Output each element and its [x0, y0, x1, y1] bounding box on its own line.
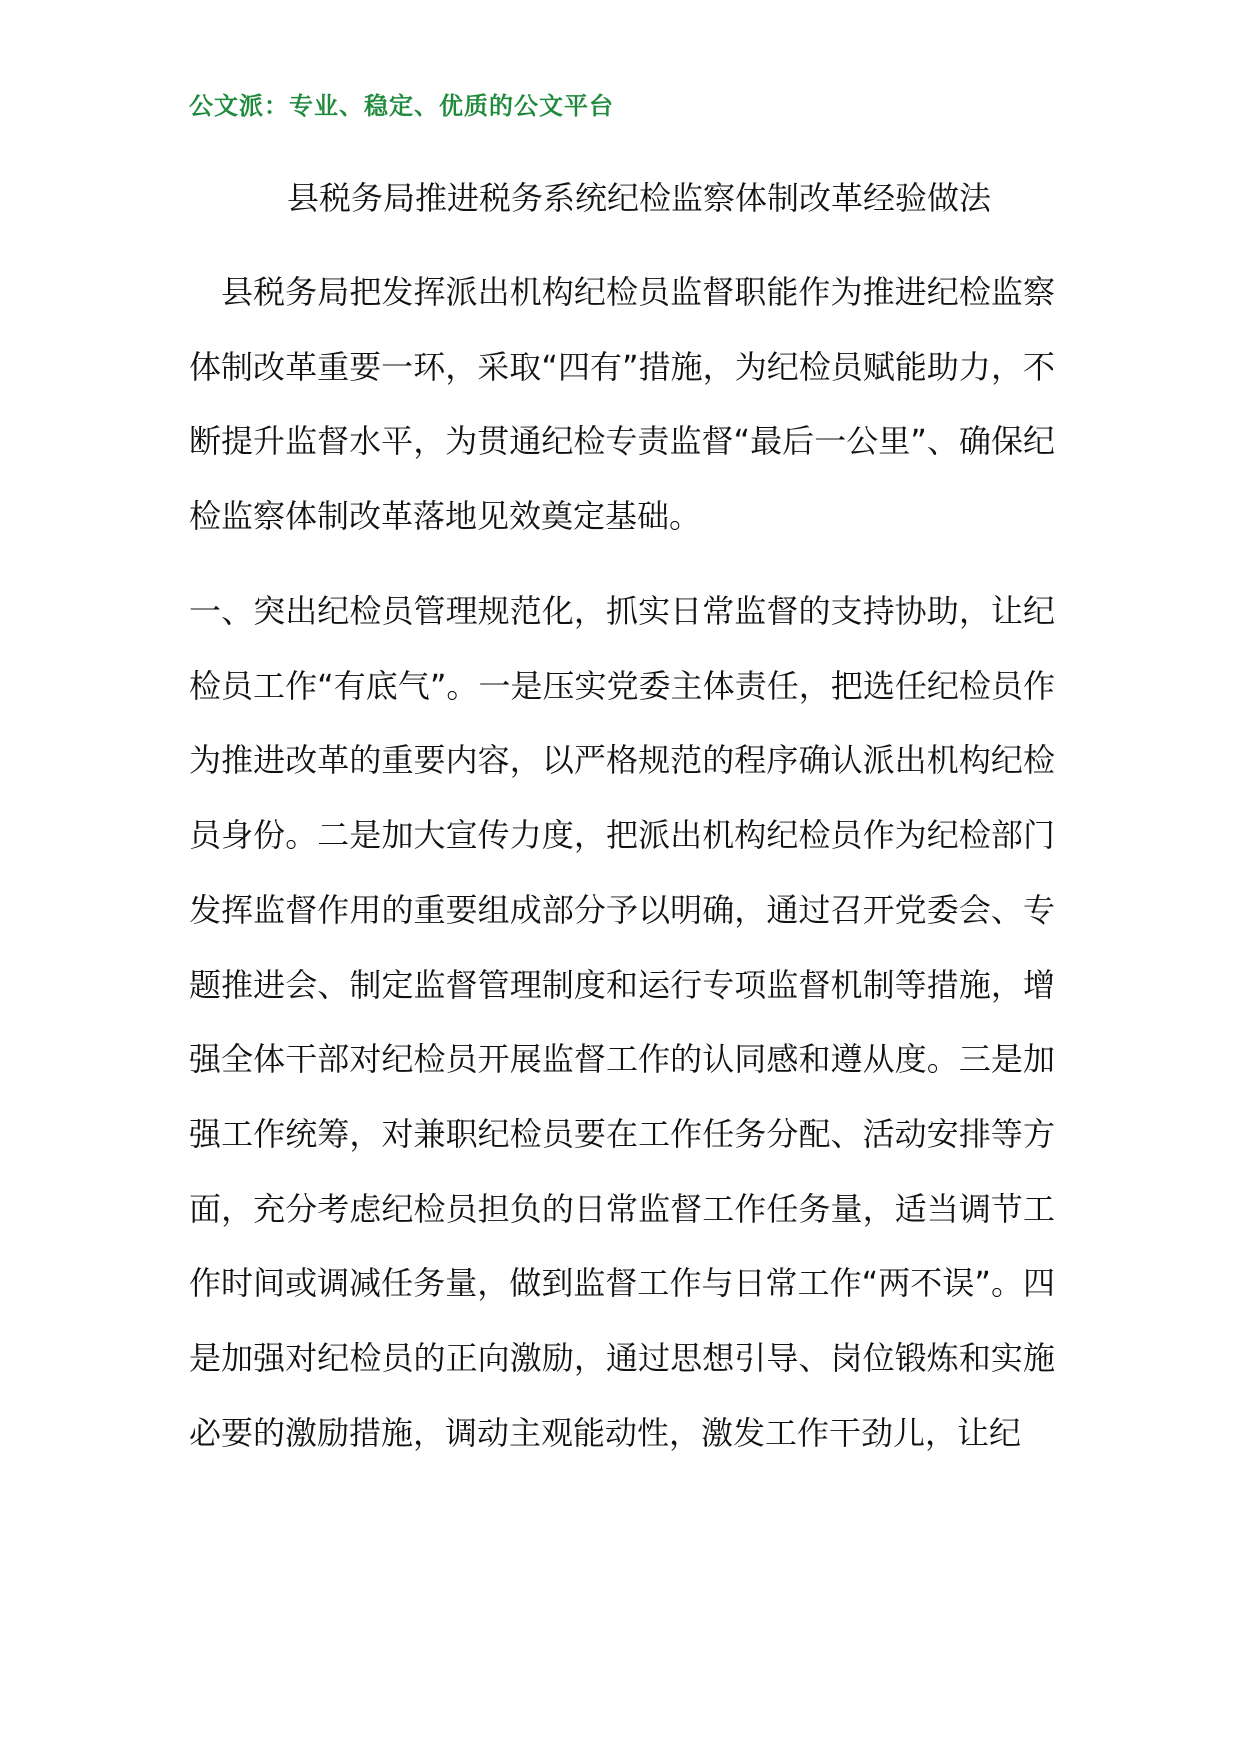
document-title: 县税务局推进税务系统纪检监察体制改革经验做法 [287, 179, 992, 217]
paragraph-intro: 县税务局把发挥派出机构纪检员监督职能作为推进纪检监察体制改革重要一环，采取“四有”措施，为纪检员赋能助力，不断提升监督水平，为贯通纪检专责监督“最后一公里”、确保纪检监察体制改革落地见效奠定基础。 [189, 273, 1055, 536]
paragraph-section-one: 一、突出纪检员管理规范化，抓实日常监督的支持协助，让纪检员工作“有底气”。一是压实党委主体责任，把选任纪检员作为推进改革的重要内容，以严格规范的程序确认派出机构纪检员身份。二是加大宣传力度，把派出机构纪检员作为纪检部门发挥监督作用的重要组成部分予以明确，通过召开党委会、专题推进会、制定监督管理制度和运行专项监督机制等措施，增强全体干部对纪检员开展监督工作的认同感和遵从度。三是加强工作统筹，对兼职纪检员要在工作任务分配、活动安排等方面，充分考虑纪检员担负的日常监督工作任务量，适当调节工作时间或调减任务量，做到监督工作与日常工作“两不误”。四是加强对纪检员的正向激励，通过思想引导、岗位锻炼和实施必要的激励措施，调动主观能动性，激发工作干劲儿，让纪 [189, 592, 1055, 1452]
header-brand-text: 公文派：专业、稳定、优质的公文平台 [189, 92, 614, 120]
